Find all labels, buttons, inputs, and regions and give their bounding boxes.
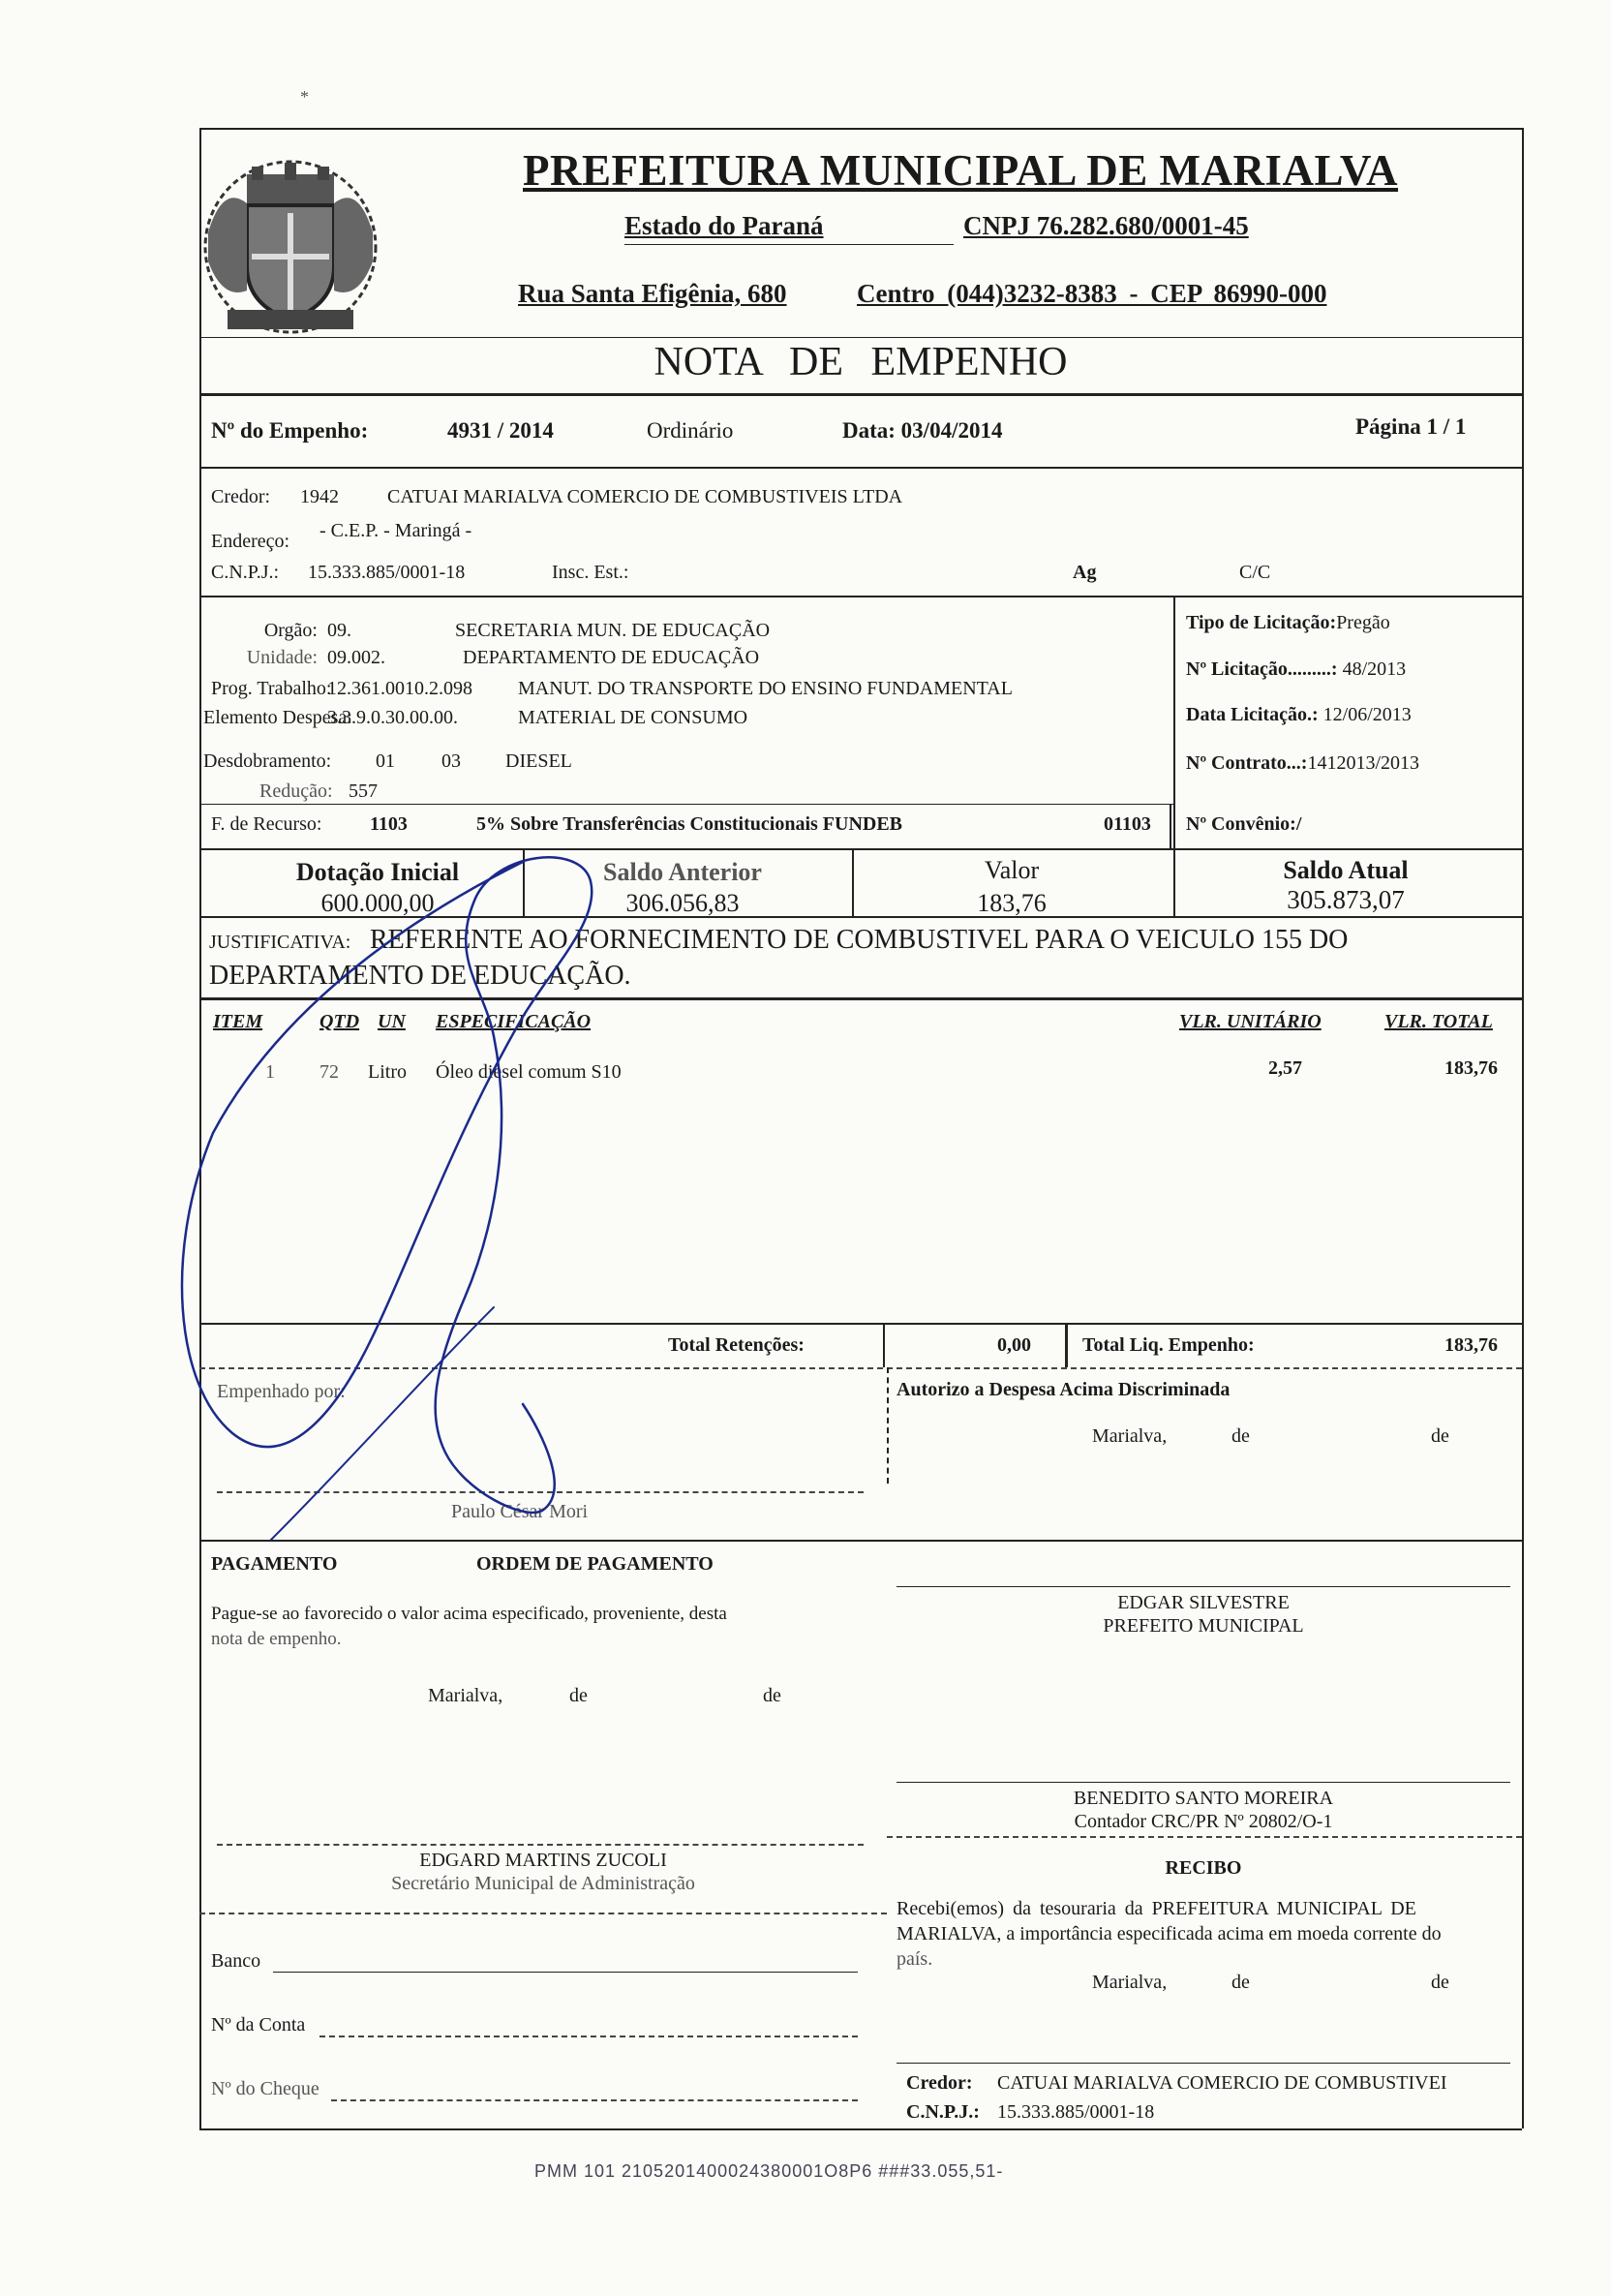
empenho-type: Ordinário xyxy=(647,418,734,443)
banco-divider xyxy=(199,1913,887,1914)
convenio-label: Nº Convênio:/ xyxy=(1186,813,1302,835)
item-total-value: 183,76 xyxy=(1444,1057,1498,1079)
autorizo-de-2: de xyxy=(1431,1425,1449,1447)
valor-label: Valor xyxy=(984,856,1040,884)
prefeito-sign-line xyxy=(897,1586,1510,1587)
orgao-name: SECRETARIA MUN. DE EDUCAÇÃO xyxy=(455,620,771,641)
tipo-licitacao-value: Pregão xyxy=(1336,612,1390,633)
elemento-label: Elemento Despesa: xyxy=(203,707,352,728)
unidade-name: DEPARTAMENTO DE EDUCAÇÃO xyxy=(463,647,760,668)
numero-licitacao-value: 48/2013 xyxy=(1342,658,1407,680)
banco-line xyxy=(273,1972,858,1973)
contador-role: Contador CRC/PR Nº 20802/O-1 xyxy=(1074,1811,1333,1832)
recibo-title: RECIBO xyxy=(1165,1857,1242,1879)
recibo-text-2: MARIALVA, a importância especificada acima em moeda corrente do xyxy=(897,1923,1442,1944)
autorizo-marialva: Marialva, xyxy=(1092,1425,1168,1447)
ordem-pagamento-title: ORDEM DE PAGAMENTO xyxy=(476,1553,714,1575)
coat-of-arms-logo xyxy=(194,145,387,339)
recibo-sign-line xyxy=(897,2063,1510,2064)
prog-code: 12.361.0010.2.098 xyxy=(327,678,472,699)
desdobramento-code-1: 01 xyxy=(376,750,395,772)
middle-divider xyxy=(887,1367,889,1484)
justificativa-text-2: DEPARTAMENTO DE EDUCAÇÃO. xyxy=(209,961,631,991)
stray-mark: * xyxy=(300,87,309,107)
frame-bottom xyxy=(199,2128,1522,2130)
empenho-divider xyxy=(199,467,1522,469)
item-number: 1 xyxy=(265,1061,275,1083)
empenho-date: Data: 03/04/2014 xyxy=(842,418,1003,443)
secretario-name: EDGARD MARTINS ZUCOLI xyxy=(419,1850,667,1871)
credor-code: 1942 xyxy=(300,486,339,507)
pagamento-divider xyxy=(199,1540,1522,1542)
pague-text-2: nota de empenho. xyxy=(211,1629,342,1649)
pagamento-marialva: Marialva, xyxy=(428,1685,503,1706)
insc-est-label: Insc. Est.: xyxy=(552,562,629,583)
orgao-code: 09. xyxy=(327,620,351,641)
credor-cnpj: 15.333.885/0001-18 xyxy=(308,562,466,583)
contrato-label: Nº Contrato...:1412013/2013 xyxy=(1186,752,1420,774)
unidade-label: Unidade: xyxy=(246,647,318,668)
item-unit-value: 2,57 xyxy=(1268,1057,1302,1079)
recibo-text-3: país. xyxy=(897,1948,933,1970)
conta-label: Nº da Conta xyxy=(211,2014,306,2036)
recibo-text-1: Recebi(emos) da tesouraria da PREFEITURA MUNICIPAL DE xyxy=(897,1898,1416,1919)
valor-value: 183,76 xyxy=(977,889,1047,917)
recurso-divider-top xyxy=(199,804,1173,805)
total-retencoes-value: 0,00 xyxy=(997,1334,1031,1356)
prefeito-name: EDGAR SILVESTRE xyxy=(1117,1592,1290,1613)
prefeitura-address-contact: Centro (044)3232-8383 - CEP 86990-000 xyxy=(857,279,1327,308)
recurso-name: 5% Sobre Transferências Constitucionais FUNDEB xyxy=(476,813,903,835)
saldo-anterior-label: Saldo Anterior xyxy=(603,858,762,886)
header-divider xyxy=(199,337,1522,338)
prog-label: Prog. Trabalho: xyxy=(211,678,332,699)
frame-top xyxy=(199,128,1522,130)
total-liquido-value: 183,76 xyxy=(1444,1334,1498,1356)
recibo-credor-name: CATUAI MARIALVA COMERCIO DE COMBUSTIVEI xyxy=(997,2072,1447,2094)
dotacao-inicial-label: Dotação Inicial xyxy=(295,858,460,886)
saldo-divider-3 xyxy=(1173,848,1175,916)
pagamento-de-1: de xyxy=(569,1685,588,1706)
item-desc: Óleo diesel comum S10 xyxy=(436,1061,622,1083)
secretario-sign-line xyxy=(217,1844,864,1846)
desdobramento-name: DIESEL xyxy=(505,750,572,772)
recibo-de-2: de xyxy=(1431,1972,1449,1993)
col-vlr-total: VLR. TOTAL xyxy=(1384,1011,1493,1032)
secretario-role: Secretário Municipal de Administração xyxy=(391,1873,695,1894)
cheque-line xyxy=(331,2099,858,2101)
prefeitura-address: Rua Santa Efigênia, 680 xyxy=(518,279,787,308)
saldo-atual-label: Saldo Atual xyxy=(1283,856,1409,884)
data-licitacao-value: 12/06/2013 xyxy=(1322,704,1412,725)
endereco-value: - C.E.P. - Maringá - xyxy=(319,520,472,541)
item-un: Litro xyxy=(368,1061,407,1083)
credor-label: Credor: xyxy=(211,486,271,507)
reducao-code: 557 xyxy=(349,781,378,802)
dotacao-inicial-value: 600.000,00 xyxy=(320,889,435,917)
justificativa-label: JUSTIFICATIVA: xyxy=(209,932,351,953)
page-number: Página 1 / 1 xyxy=(1355,414,1467,439)
empenho-number: 4931 / 2014 xyxy=(447,418,554,443)
recibo-divider xyxy=(887,1836,1522,1838)
empenhado-por-label: Empenhado por: xyxy=(217,1381,346,1402)
saldo-divider-2 xyxy=(852,848,854,916)
desdobramento-code-2: 03 xyxy=(441,750,461,772)
empenho-label: Nº do Empenho: xyxy=(211,418,369,443)
pagamento-label: PAGAMENTO xyxy=(211,1553,338,1575)
credor-name: CATUAI MARIALVA COMERCIO DE COMBUSTIVEIS LTDA xyxy=(387,486,903,507)
contador-name: BENEDITO SANTO MOREIRA xyxy=(1073,1788,1334,1809)
autorizo-text: Autorizo a Despesa Acima Discriminada xyxy=(897,1379,1231,1400)
elemento-name: MATERIAL DE CONSUMO xyxy=(518,707,748,728)
endereco-label: Endereço: xyxy=(211,531,290,552)
page-title: PREFEITURA MUNICIPAL DE MARIALVA xyxy=(523,146,1399,195)
totals-divider-2 xyxy=(1065,1323,1068,1367)
totals-divider-1 xyxy=(883,1323,885,1367)
cheque-label: Nº do Cheque xyxy=(211,2078,319,2099)
agencia-label: Ag xyxy=(1073,562,1097,583)
col-qtd: QTD xyxy=(319,1011,360,1032)
total-retencoes-label: Total Retenções: xyxy=(668,1334,805,1356)
recurso-number: 01103 xyxy=(1104,813,1151,835)
recibo-cnpj-label: C.N.P.J.: xyxy=(906,2101,980,2123)
orgao-label: Orgão: xyxy=(263,620,318,641)
total-liquido-label: Total Liq. Empenho: xyxy=(1082,1334,1255,1356)
item-qtd: 72 xyxy=(319,1061,339,1083)
conta-line xyxy=(319,2036,858,2037)
col-item: ITEM xyxy=(213,1011,263,1032)
empenhado-por-name: Paulo César Mori xyxy=(451,1501,589,1522)
saldo-atual-value: 305.873,07 xyxy=(1287,885,1405,914)
reducao-label: Redução: xyxy=(259,781,333,802)
recibo-marialva: Marialva, xyxy=(1092,1972,1168,1993)
recibo-de-1: de xyxy=(1231,1972,1250,1993)
contador-sign-line xyxy=(897,1782,1510,1783)
desdobramento-label: Desdobramento: xyxy=(203,750,332,772)
frame-right xyxy=(1522,128,1524,2128)
data-licitacao-label: Data Licitação.: 12/06/2013 xyxy=(1186,704,1412,725)
ink-signature-loop xyxy=(174,842,775,1540)
licitacao-divider xyxy=(1173,596,1175,850)
credor-divider xyxy=(199,596,1522,597)
recibo-credor-label: Credor: xyxy=(906,2072,973,2094)
tipo-licitacao-label: Tipo de Licitação:Pregão xyxy=(1186,612,1390,633)
doc-title-divider xyxy=(199,393,1522,396)
col-un: UN xyxy=(378,1011,406,1032)
contrato-value: 1412013/2013 xyxy=(1307,752,1420,774)
autorizo-de-1: de xyxy=(1231,1425,1250,1447)
pagamento-de-2: de xyxy=(763,1685,781,1706)
elemento-code: 3.3.9.0.30.00.00. xyxy=(327,707,458,728)
credor-cnpj-label: C.N.P.J.: xyxy=(211,562,280,583)
conta-corrente-label: C/C xyxy=(1239,562,1271,583)
recurso-num-divider xyxy=(1170,804,1171,850)
justificativa-text-1: REFERENTE AO FORNECIMENTO DE COMBUSTIVEL PARA O VEICULO 155 DO xyxy=(370,925,1349,955)
prefeitura-cnpj: CNPJ 76.282.680/0001-45 xyxy=(963,211,1249,240)
banco-label: Banco xyxy=(211,1950,261,1972)
unidade-code: 09.002. xyxy=(327,647,385,668)
recibo-cnpj-value: 15.333.885/0001-18 xyxy=(997,2101,1155,2123)
col-especificacao: ESPECIFICAÇÃO xyxy=(436,1011,592,1032)
doc-title: NOTA DE EMPENHO xyxy=(654,340,1068,384)
state-underline xyxy=(624,244,954,245)
saldo-anterior-value: 306.056,83 xyxy=(625,889,740,917)
recurso-code: 1103 xyxy=(370,813,408,835)
prog-name: MANUT. DO TRANSPORTE DO ENSINO FUNDAMENTAL xyxy=(518,678,1013,699)
numero-licitacao-label: Nº Licitação.........: 48/2013 xyxy=(1186,658,1407,680)
col-vlr-unitario: VLR. UNITÁRIO xyxy=(1179,1011,1322,1032)
prefeito-role: PREFEITO MUNICIPAL xyxy=(1103,1615,1304,1637)
state-name: Estado do Paraná xyxy=(624,211,824,240)
recurso-label: F. de Recurso: xyxy=(211,813,322,835)
pague-text-1: Pague-se ao favorecido o valor acima especificado, proveniente, desta xyxy=(211,1604,727,1624)
barcode-text: PMM 101 2105201400024380001O8P6 ###33.055,51- xyxy=(534,2161,1004,2181)
